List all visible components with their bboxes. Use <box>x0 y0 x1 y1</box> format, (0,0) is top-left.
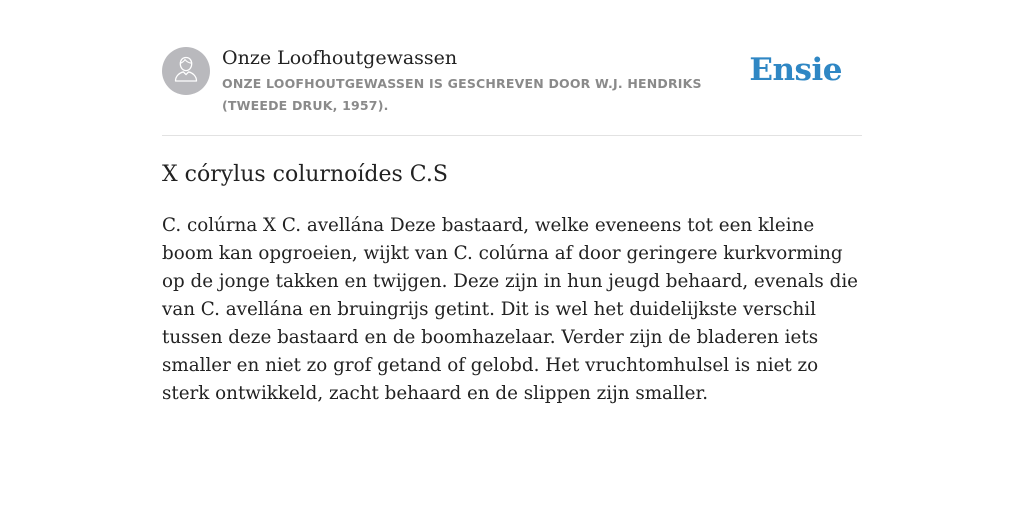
entry-card <box>162 0 862 512</box>
source-header <box>162 46 862 116</box>
source-title[interactable]: Onze Loofhoutgewassen <box>222 47 458 69</box>
user-silhouette-icon <box>172 54 200 88</box>
header-divider <box>162 135 862 136</box>
source-subtitle: ONZE LOOFHOUTGEWASSEN IS GESCHREVEN DOOR W.J. HENDRIKS (TWEEDE DRUK, 1957). <box>222 76 702 113</box>
avatar <box>162 47 210 95</box>
entry-title: X córylus colurnoídes C.S <box>162 162 448 187</box>
entry-body: C. colúrna X C. avellána Deze bastaard, welke eveneens tot een kleine boom kan opgroeien, wijkt van C. colúrna af door geringere kurkvorming op de jonge takken en twijgen. Deze zijn in hun jeugd behaard, evenals die van C. avellána en bruingrijs getint. Dit is wel het duidelijkste verschil tussen deze bastaard en de boomhazelaar. Verder zijn de bladeren iets smaller en niet zo grof getand of gelobd. Het vruchtomhulsel is niet zo sterk ontwikkeld, zacht behaard en de slippen zijn smaller. <box>162 215 858 404</box>
source-info <box>222 46 752 117</box>
brand-logo[interactable]: Ensie <box>749 52 842 88</box>
